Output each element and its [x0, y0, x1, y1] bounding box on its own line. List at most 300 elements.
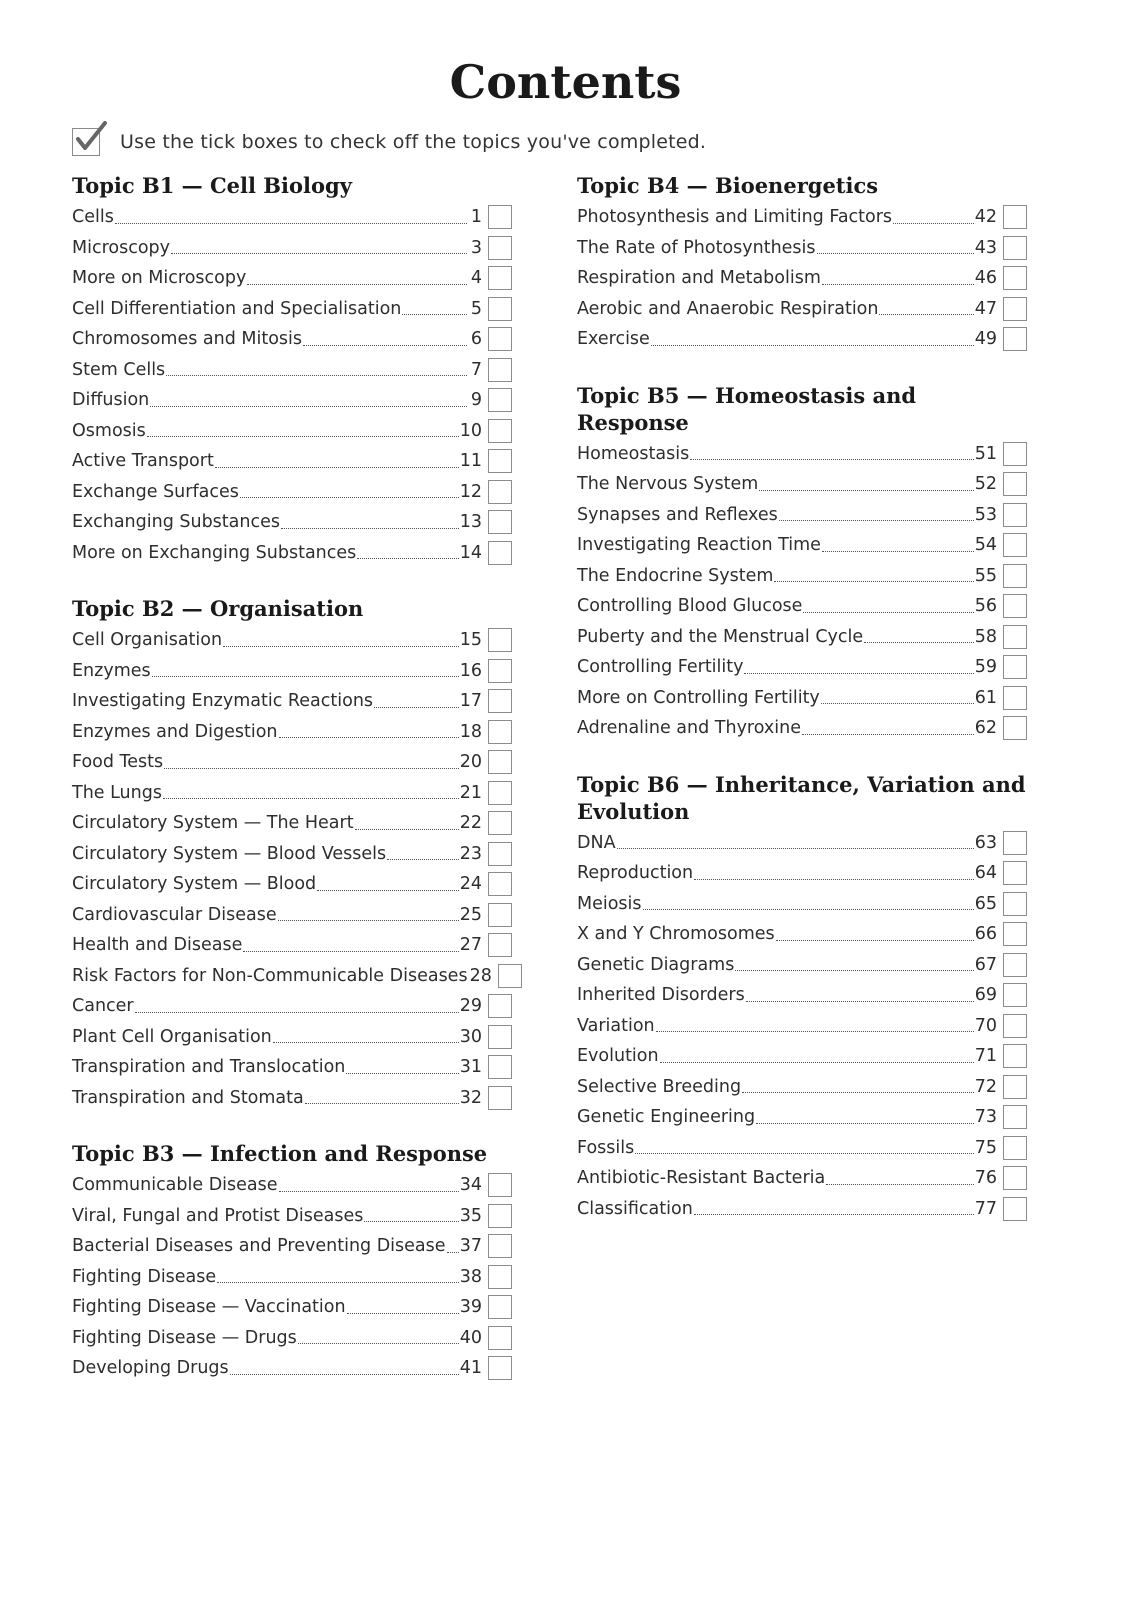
tick-box[interactable] — [488, 419, 512, 443]
tick-box[interactable] — [488, 358, 512, 382]
tick-box[interactable] — [488, 933, 512, 957]
entry-page-number: 70 — [974, 1015, 997, 1036]
entry-page-number: 61 — [974, 687, 997, 708]
entry-label: Osmosis — [72, 420, 146, 441]
entry-page-number: 18 — [459, 721, 482, 742]
tick-box[interactable] — [1003, 503, 1027, 527]
intro-text: Use the tick boxes to check off the topics you've completed. — [120, 131, 707, 153]
entry-label: Cell Differentiation and Specialisation — [72, 298, 402, 319]
contents-entry — [577, 263, 1027, 294]
tick-box[interactable] — [488, 781, 512, 805]
contents-entry — [72, 869, 512, 900]
tick-box[interactable] — [488, 628, 512, 652]
entry-label: Health and Disease — [72, 935, 243, 956]
page-title: Contents — [449, 55, 682, 109]
entry-label: DNA — [577, 832, 616, 853]
dot-leader — [822, 551, 974, 552]
tick-box[interactable] — [1003, 686, 1027, 710]
tick-box[interactable] — [1003, 327, 1027, 351]
entry-page-number: 42 — [974, 207, 997, 228]
tick-box[interactable] — [1003, 1014, 1027, 1038]
contents-entry — [72, 294, 512, 325]
entry-page-number: 72 — [974, 1076, 997, 1097]
tick-box[interactable] — [1003, 861, 1027, 885]
entry-page-number: 58 — [974, 626, 997, 647]
topic-heading: Topic B4 — Bioenergetics — [577, 173, 879, 198]
tick-box[interactable] — [488, 1025, 512, 1049]
entry-label: Plant Cell Organisation — [72, 1026, 272, 1047]
tick-box[interactable] — [488, 297, 512, 321]
entry-page-number: 66 — [974, 924, 997, 945]
tick-box[interactable] — [488, 720, 512, 744]
tick-box[interactable] — [488, 994, 512, 1018]
tick-instruction — [72, 125, 706, 159]
entry-label: Developing Drugs — [72, 1358, 229, 1379]
entry-page-number: 64 — [974, 863, 997, 884]
entry-page-number: 40 — [459, 1327, 482, 1348]
contents-entry — [72, 656, 512, 687]
entry-page-number: 10 — [459, 420, 482, 441]
entry-page-number: 63 — [974, 832, 997, 853]
contents-entry — [577, 202, 1027, 233]
contents-entry — [577, 500, 1027, 531]
dot-leader — [742, 1092, 974, 1093]
entry-page-number: 13 — [459, 512, 482, 533]
entry-page-number: 47 — [974, 298, 997, 319]
contents-entry — [72, 1353, 512, 1384]
entry-label: Viral, Fungal and Protist Diseases — [72, 1205, 364, 1226]
entry-page-number: 43 — [974, 237, 997, 258]
contents-entry — [72, 416, 512, 447]
entry-label: Synapses and Reflexes — [577, 504, 778, 525]
tick-box[interactable] — [488, 872, 512, 896]
dot-leader — [355, 829, 459, 830]
entry-page-number: 51 — [974, 443, 997, 464]
entry-label: Cancer — [72, 996, 134, 1017]
tick-box[interactable] — [488, 903, 512, 927]
entry-page-number: 49 — [974, 329, 997, 350]
entry-label: Enzymes and Digestion — [72, 721, 278, 742]
entry-label: Investigating Enzymatic Reactions — [72, 691, 374, 712]
entry-label: Fighting Disease — Vaccination — [72, 1297, 346, 1318]
entry-page-number: 37 — [459, 1236, 482, 1257]
contents-entry — [72, 1201, 512, 1232]
entry-label: Enzymes — [72, 660, 151, 681]
contents-entry — [72, 538, 512, 569]
tick-box[interactable] — [488, 1234, 512, 1258]
dot-leader — [779, 520, 974, 521]
entry-page-number: 29 — [459, 996, 482, 1017]
dot-leader — [759, 490, 973, 491]
dot-leader — [364, 1221, 458, 1222]
entry-page-number: 75 — [974, 1137, 997, 1158]
dot-leader — [317, 890, 459, 891]
tick-box[interactable] — [488, 1204, 512, 1228]
tick-box[interactable] — [498, 964, 522, 988]
contents-entry — [577, 1072, 1027, 1103]
tick-box[interactable] — [488, 541, 512, 565]
contents-entry — [577, 1194, 1027, 1225]
tick-box[interactable] — [488, 1356, 512, 1380]
entry-label: Chromosomes and Mitosis — [72, 329, 303, 350]
dot-leader — [278, 920, 459, 921]
contents-entry — [72, 686, 512, 717]
entry-page-number: 20 — [459, 752, 482, 773]
entry-page-number: 11 — [459, 451, 482, 472]
entry-page-number: 65 — [974, 893, 997, 914]
dot-leader — [215, 467, 459, 468]
tick-box[interactable] — [1003, 922, 1027, 946]
tick-box[interactable] — [1003, 594, 1027, 618]
dot-leader — [826, 1184, 973, 1185]
dot-leader — [694, 1214, 974, 1215]
contents-entry — [577, 919, 1027, 950]
entry-page-number: 46 — [974, 268, 997, 289]
contents-entry — [577, 950, 1027, 981]
contents-entry — [72, 1323, 512, 1354]
contents-entry — [577, 828, 1027, 859]
contents-entry — [72, 385, 512, 416]
tick-box[interactable] — [488, 266, 512, 290]
dot-leader — [223, 646, 459, 647]
tick-box[interactable] — [1003, 983, 1027, 1007]
tick-box[interactable] — [488, 510, 512, 534]
entry-label: More on Microscopy — [72, 268, 247, 289]
tick-box[interactable] — [488, 1086, 512, 1110]
contents-entry — [72, 1231, 512, 1262]
contents-entry — [72, 900, 512, 931]
tick-box[interactable] — [1003, 953, 1027, 977]
dot-leader — [694, 879, 974, 880]
entry-label: Genetic Diagrams — [577, 954, 735, 975]
entry-label: The Nervous System — [577, 474, 759, 495]
tick-box[interactable] — [1003, 236, 1027, 260]
tick-box[interactable] — [1003, 716, 1027, 740]
entry-label: The Rate of Photosynthesis — [577, 237, 816, 258]
entry-label: Photosynthesis and Limiting Factors — [577, 207, 893, 228]
contents-entry — [72, 1022, 512, 1053]
tick-box[interactable] — [488, 750, 512, 774]
entry-label: Fossils — [577, 1137, 635, 1158]
entry-label: The Lungs — [72, 782, 162, 803]
entry-page-number: 76 — [974, 1168, 997, 1189]
dot-leader — [656, 1031, 974, 1032]
tick-box[interactable] — [1003, 1075, 1027, 1099]
dot-leader — [230, 1374, 459, 1375]
topic-heading: Topic B5 — Homeostasis and Response — [577, 382, 917, 435]
contents-entry — [577, 294, 1027, 325]
entry-page-number: 22 — [459, 813, 482, 834]
entry-page-number: 9 — [470, 390, 482, 411]
entry-label: Genetic Engineering — [577, 1107, 756, 1128]
tick-box[interactable] — [1003, 831, 1027, 855]
entry-page-number: 17 — [459, 691, 482, 712]
contents-entry — [577, 622, 1027, 653]
entry-label: Selective Breeding — [577, 1076, 742, 1097]
entry-label: The Endocrine System — [577, 565, 774, 586]
tick-box[interactable] — [488, 842, 512, 866]
dot-leader — [279, 1191, 459, 1192]
dot-leader — [217, 1282, 459, 1283]
entry-label: Meiosis — [577, 893, 642, 914]
entry-label: Cardiovascular Disease — [72, 904, 277, 925]
contents-entry — [72, 355, 512, 386]
dot-leader — [879, 314, 973, 315]
dot-leader — [281, 528, 459, 529]
entry-label: Transpiration and Translocation — [72, 1057, 346, 1078]
contents-column-left — [72, 172, 512, 1411]
dot-leader — [776, 940, 974, 941]
tick-box[interactable] — [1003, 297, 1027, 321]
dot-leader — [166, 375, 467, 376]
contents-entry — [72, 477, 512, 508]
tick-box[interactable] — [488, 1295, 512, 1319]
entry-page-number: 7 — [470, 359, 482, 380]
topic-heading: Topic B2 — Organisation — [72, 596, 364, 621]
entry-page-number: 25 — [459, 904, 482, 925]
tick-box[interactable] — [1003, 625, 1027, 649]
contents-entry — [577, 1041, 1027, 1072]
contents-entry — [72, 233, 512, 264]
dot-leader — [240, 497, 459, 498]
contents-entry — [577, 889, 1027, 920]
entry-label: Cells — [72, 207, 114, 228]
entry-page-number: 67 — [974, 954, 997, 975]
entry-label: Respiration and Metabolism — [577, 268, 821, 289]
tick-box-example — [72, 128, 100, 156]
tick-box[interactable] — [488, 659, 512, 683]
entry-page-number: 3 — [470, 237, 482, 258]
contents-entry — [577, 980, 1027, 1011]
contents-entry — [72, 625, 512, 656]
dot-leader — [147, 436, 459, 437]
dot-leader — [247, 284, 467, 285]
entry-page-number: 39 — [459, 1297, 482, 1318]
topic-section — [72, 1140, 512, 1384]
entry-page-number: 69 — [974, 985, 997, 1006]
entry-page-number: 38 — [459, 1266, 482, 1287]
contents-entry — [72, 446, 512, 477]
tick-box[interactable] — [488, 1326, 512, 1350]
tick-box[interactable] — [488, 1265, 512, 1289]
contents-entry — [577, 652, 1027, 683]
entry-page-number: 16 — [459, 660, 482, 681]
tick-box[interactable] — [488, 480, 512, 504]
checkmark-icon — [75, 121, 109, 155]
tick-box[interactable] — [1003, 1197, 1027, 1221]
contents-entry — [72, 1052, 512, 1083]
contents-entry — [72, 1083, 512, 1114]
dot-leader — [347, 1313, 459, 1314]
dot-leader — [171, 253, 467, 254]
dot-leader — [746, 1001, 974, 1002]
dot-leader — [374, 707, 459, 708]
dot-leader — [803, 612, 973, 613]
entry-page-number: 52 — [974, 474, 997, 495]
dot-leader — [387, 859, 459, 860]
dot-leader — [447, 1252, 459, 1253]
contents-column-right — [577, 172, 1027, 1251]
tick-box[interactable] — [488, 449, 512, 473]
dot-leader — [357, 558, 458, 559]
contents-entry — [72, 263, 512, 294]
topic-section — [72, 172, 512, 568]
entry-page-number: 35 — [459, 1205, 482, 1226]
contents-entry — [72, 507, 512, 538]
tick-box[interactable] — [1003, 655, 1027, 679]
entry-label: Controlling Fertility — [577, 657, 744, 678]
dot-leader — [273, 1042, 459, 1043]
dot-leader — [298, 1343, 459, 1344]
entry-label: Bacterial Diseases and Preventing Disease — [72, 1236, 446, 1257]
entry-page-number: 21 — [459, 782, 482, 803]
dot-leader — [152, 676, 459, 677]
tick-box[interactable] — [488, 1173, 512, 1197]
tick-box[interactable] — [1003, 442, 1027, 466]
contents-entry — [577, 591, 1027, 622]
entry-page-number: 73 — [974, 1107, 997, 1128]
tick-box[interactable] — [488, 1055, 512, 1079]
contents-entry — [72, 324, 512, 355]
entry-page-number: 54 — [974, 535, 997, 556]
entry-label: Cell Organisation — [72, 630, 223, 651]
entry-label: Circulatory System — Blood Vessels — [72, 843, 387, 864]
dot-leader — [150, 406, 467, 407]
dot-leader — [163, 798, 459, 799]
entry-label: Diffusion — [72, 390, 150, 411]
dot-leader — [821, 703, 974, 704]
contents-entry — [72, 930, 512, 961]
contents-entry — [72, 1292, 512, 1323]
contents-entry — [72, 1262, 512, 1293]
entry-label: Puberty and the Menstrual Cycle — [577, 626, 864, 647]
dot-leader — [864, 642, 974, 643]
entry-page-number: 6 — [470, 329, 482, 350]
entry-label: Exchanging Substances — [72, 512, 280, 533]
tick-box[interactable] — [1003, 472, 1027, 496]
tick-box[interactable] — [1003, 1136, 1027, 1160]
dot-leader — [893, 223, 974, 224]
dot-leader — [243, 951, 458, 952]
dot-leader — [744, 673, 973, 674]
entry-label: More on Controlling Fertility — [577, 687, 820, 708]
dot-leader — [305, 1103, 459, 1104]
entry-page-number: 27 — [459, 935, 482, 956]
entry-page-number: 15 — [459, 630, 482, 651]
entry-label: Evolution — [577, 1046, 659, 1067]
entry-page-number: 55 — [974, 565, 997, 586]
entry-page-number: 77 — [974, 1198, 997, 1219]
contents-entry — [577, 324, 1027, 355]
entry-label: Adrenaline and Thyroxine — [577, 718, 801, 739]
tick-box[interactable] — [488, 236, 512, 260]
entry-page-number: 71 — [974, 1046, 997, 1067]
contents-entry — [72, 991, 512, 1022]
entry-label: Fighting Disease — [72, 1266, 217, 1287]
entry-label: Fighting Disease — Drugs — [72, 1327, 297, 1348]
entry-page-number: 12 — [459, 481, 482, 502]
entry-page-number: 30 — [459, 1026, 482, 1047]
tick-box[interactable] — [488, 388, 512, 412]
tick-box[interactable] — [1003, 1166, 1027, 1190]
dot-leader — [651, 345, 974, 346]
tick-box[interactable] — [488, 689, 512, 713]
contents-entry — [577, 1102, 1027, 1133]
tick-box[interactable] — [488, 327, 512, 351]
entry-label: Microscopy — [72, 237, 171, 258]
entry-label: Food Tests — [72, 752, 164, 773]
entry-label: Inherited Disorders — [577, 985, 745, 1006]
entry-page-number: 32 — [459, 1087, 482, 1108]
entry-page-number: 28 — [469, 965, 492, 986]
tick-box[interactable] — [1003, 533, 1027, 557]
dot-leader — [690, 459, 974, 460]
entry-page-number: 31 — [459, 1057, 482, 1078]
entry-page-number: 1 — [470, 207, 482, 228]
tick-box[interactable] — [1003, 892, 1027, 916]
topic-section — [577, 771, 1027, 1225]
entry-label: Circulatory System — The Heart — [72, 813, 354, 834]
entry-label: Controlling Blood Glucose — [577, 596, 803, 617]
entry-page-number: 14 — [459, 542, 482, 563]
entry-label: Transpiration and Stomata — [72, 1087, 304, 1108]
dot-leader — [774, 581, 973, 582]
dot-leader — [735, 970, 973, 971]
dot-leader — [135, 1012, 459, 1013]
dot-leader — [402, 314, 467, 315]
contents-entry — [577, 469, 1027, 500]
contents-entry — [577, 561, 1027, 592]
contents-entry — [72, 808, 512, 839]
entry-page-number: 56 — [974, 596, 997, 617]
entry-page-number: 34 — [459, 1175, 482, 1196]
dot-leader — [802, 734, 974, 735]
dot-leader — [660, 1062, 974, 1063]
entry-label: Classification — [577, 1198, 693, 1219]
tick-box[interactable] — [1003, 1044, 1027, 1068]
entry-label: Antibiotic-Resistant Bacteria — [577, 1168, 826, 1189]
dot-leader — [303, 345, 467, 346]
entry-page-number: 53 — [974, 504, 997, 525]
entry-label: Circulatory System — Blood — [72, 874, 317, 895]
entry-label: Aerobic and Anaerobic Respiration — [577, 298, 879, 319]
entry-page-number: 24 — [459, 874, 482, 895]
tick-box[interactable] — [488, 205, 512, 229]
tick-box[interactable] — [1003, 266, 1027, 290]
topic-heading: Topic B1 — Cell Biology — [72, 173, 352, 198]
contents-entry — [577, 683, 1027, 714]
topic-section — [72, 595, 512, 1113]
tick-box[interactable] — [1003, 1105, 1027, 1129]
contents-entry — [72, 839, 512, 870]
tick-box[interactable] — [488, 811, 512, 835]
tick-box[interactable] — [1003, 564, 1027, 588]
entry-label: Exercise — [577, 329, 650, 350]
entry-page-number: 41 — [459, 1358, 482, 1379]
entry-page-number: 62 — [974, 718, 997, 739]
topic-section — [577, 382, 1027, 744]
topic-section — [577, 172, 1027, 355]
contents-entry — [72, 747, 512, 778]
contents-entry — [72, 202, 512, 233]
entry-label: Exchange Surfaces — [72, 481, 239, 502]
contents-entry — [577, 713, 1027, 744]
entry-label: Homeostasis — [577, 443, 690, 464]
tick-box[interactable] — [1003, 205, 1027, 229]
entry-label: Risk Factors for Non-Communicable Diseases — [72, 965, 468, 986]
contents-entry — [72, 717, 512, 748]
entry-page-number: 5 — [470, 298, 482, 319]
